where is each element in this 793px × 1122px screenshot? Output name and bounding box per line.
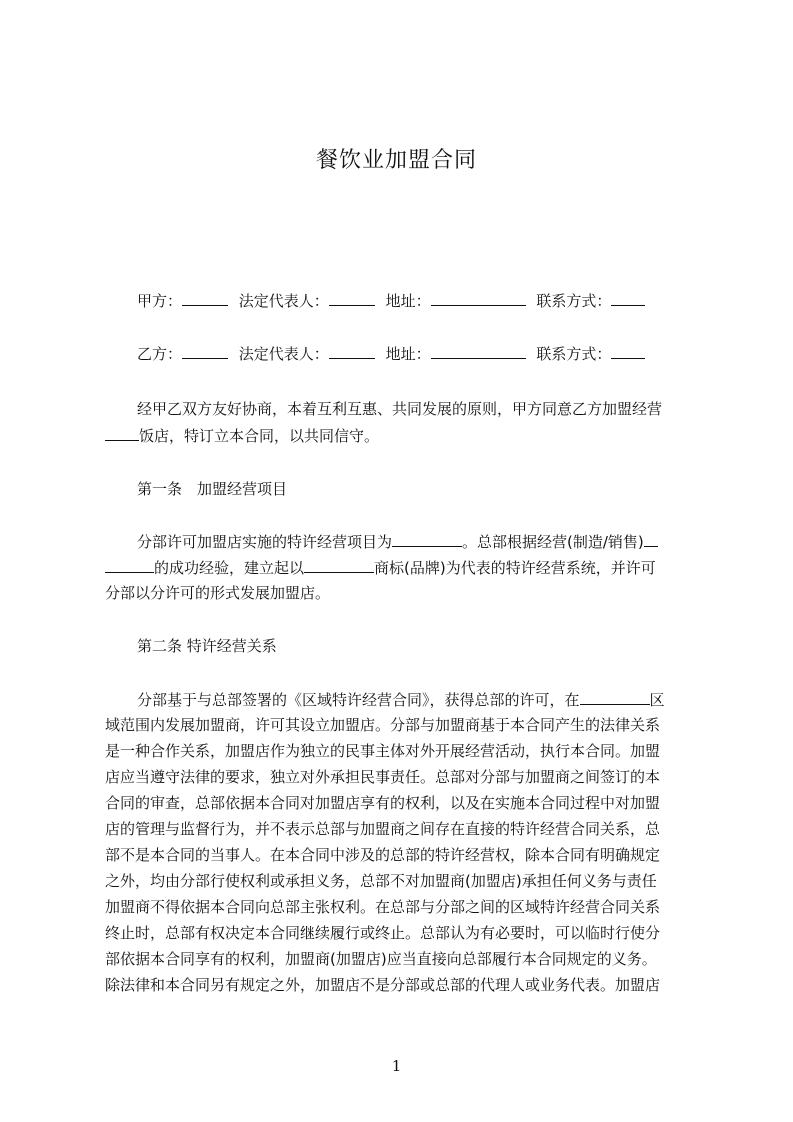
article-2-line: 合同的审查，总部依据本合同对加盟店享有的权利，以及在实施本合同过程中对加盟 xyxy=(105,794,661,812)
article-2-line: 部不是本合同的当事人。在本合同中涉及的总部的特许经营权，除本合同有明确规定 xyxy=(105,846,661,864)
party-b-rep-blank xyxy=(329,343,375,359)
article-1-line-3: 分部以分许可的形式发展加盟店。 xyxy=(105,584,331,602)
article-1-line-1-text-a: 分部许可加盟店实施的特许经营项目为 xyxy=(137,533,393,551)
party-b-name-blank xyxy=(182,343,228,359)
project-blank xyxy=(392,531,462,547)
article-1-line-1-text-b: 。总部根据经营(制造/销售) xyxy=(462,533,644,551)
article-1-line-2 xyxy=(105,557,705,578)
party-b-contact-blank xyxy=(611,343,645,359)
party-a-rep-label: 法定代表人： xyxy=(238,292,329,310)
document-title: 餐饮业加盟合同 xyxy=(315,148,477,173)
article-2-line: 店的管理与监督行为，并不表示总部与加盟商之间存在直接的特许经营合同关系，总 xyxy=(105,820,661,838)
party-a-name-blank xyxy=(182,290,228,306)
article-2-line: 店应当遵守法律的要求，独立对外承担民事责任。总部对分部与加盟商之间签订的本 xyxy=(105,768,661,786)
article-2-line: 加盟商不得依据本合同向总部主张权利。在总部与分部之间的区域特许经营合同关系 xyxy=(105,898,661,916)
intro-line-2-text: 饭店，特订立本合同，以共同信守。 xyxy=(139,427,380,445)
party-a-line xyxy=(137,290,645,311)
party-b-rep-label: 法定代表人： xyxy=(238,345,329,363)
party-a-label: 甲方： xyxy=(137,292,183,310)
trademark-blank xyxy=(304,557,374,573)
region-blank xyxy=(580,689,650,705)
article-2-line: 是一种合作关系，加盟店作为独立的民事主体对外开展经营活动，执行本合同。加盟 xyxy=(105,742,661,760)
intro-line-1: 经甲乙双方友好协商，本着互利互惠、共同发展的原则，甲方同意乙方加盟经营 xyxy=(137,400,663,418)
party-b-label: 乙方： xyxy=(137,345,183,363)
article-2-heading: 第二条 特许经营关系 xyxy=(137,637,277,655)
party-a-address-label: 地址： xyxy=(385,292,431,310)
article-2-line: 除法律和本合同另有规定之外，加盟店不是分部或总部的代理人或业务代表。加盟店 xyxy=(105,976,661,994)
article-2-line-1-text-a: 分部基于与总部签署的《区域特许经营合同》，获得总部的许可，在 xyxy=(137,691,580,709)
product-blank-start xyxy=(644,531,658,547)
party-a-address-blank xyxy=(431,290,526,306)
article-1-line-1 xyxy=(137,531,737,552)
party-b-contact-label: 联系方式： xyxy=(536,345,612,363)
restaurant-name-blank xyxy=(105,425,139,441)
article-1-line-2-text-a: 的成功经验，建立起以 xyxy=(154,559,305,577)
page-number: 1 xyxy=(391,1057,402,1075)
article-1-heading: 第一条 加盟经营项目 xyxy=(137,480,288,498)
party-b-address-blank xyxy=(431,343,526,359)
party-a-contact-label: 联系方式： xyxy=(536,292,612,310)
article-2-line: 域范围内发展加盟商，许可其设立加盟店。分部与加盟商基于本合同产生的法律关系 xyxy=(105,716,661,734)
party-b-line xyxy=(137,343,645,364)
party-a-rep-blank xyxy=(329,290,375,306)
party-b-address-label: 地址： xyxy=(385,345,431,363)
article-2-line: 部依据本合同享有的权利，加盟商(加盟店)应当直接向总部履行本合同规定的义务。 xyxy=(105,950,657,968)
article-1-line-2-text-b: 商标(品牌)为代表的特许经营系统，并许可 xyxy=(374,559,656,577)
article-2-line: 之外，均由分部行使权利或承担义务，总部不对加盟商(加盟店)承担任何义务与责任 xyxy=(105,872,657,890)
party-a-contact-blank xyxy=(611,290,645,306)
intro-line-2 xyxy=(105,425,705,446)
article-2-line-1 xyxy=(137,689,737,710)
article-2-line: 终止时，总部有权决定本合同继续履行或终止。总部认为有必要时，可以临时行使分 xyxy=(105,924,661,942)
product-blank-end xyxy=(105,557,154,573)
article-2-line-1-text-b: 区 xyxy=(649,691,665,709)
